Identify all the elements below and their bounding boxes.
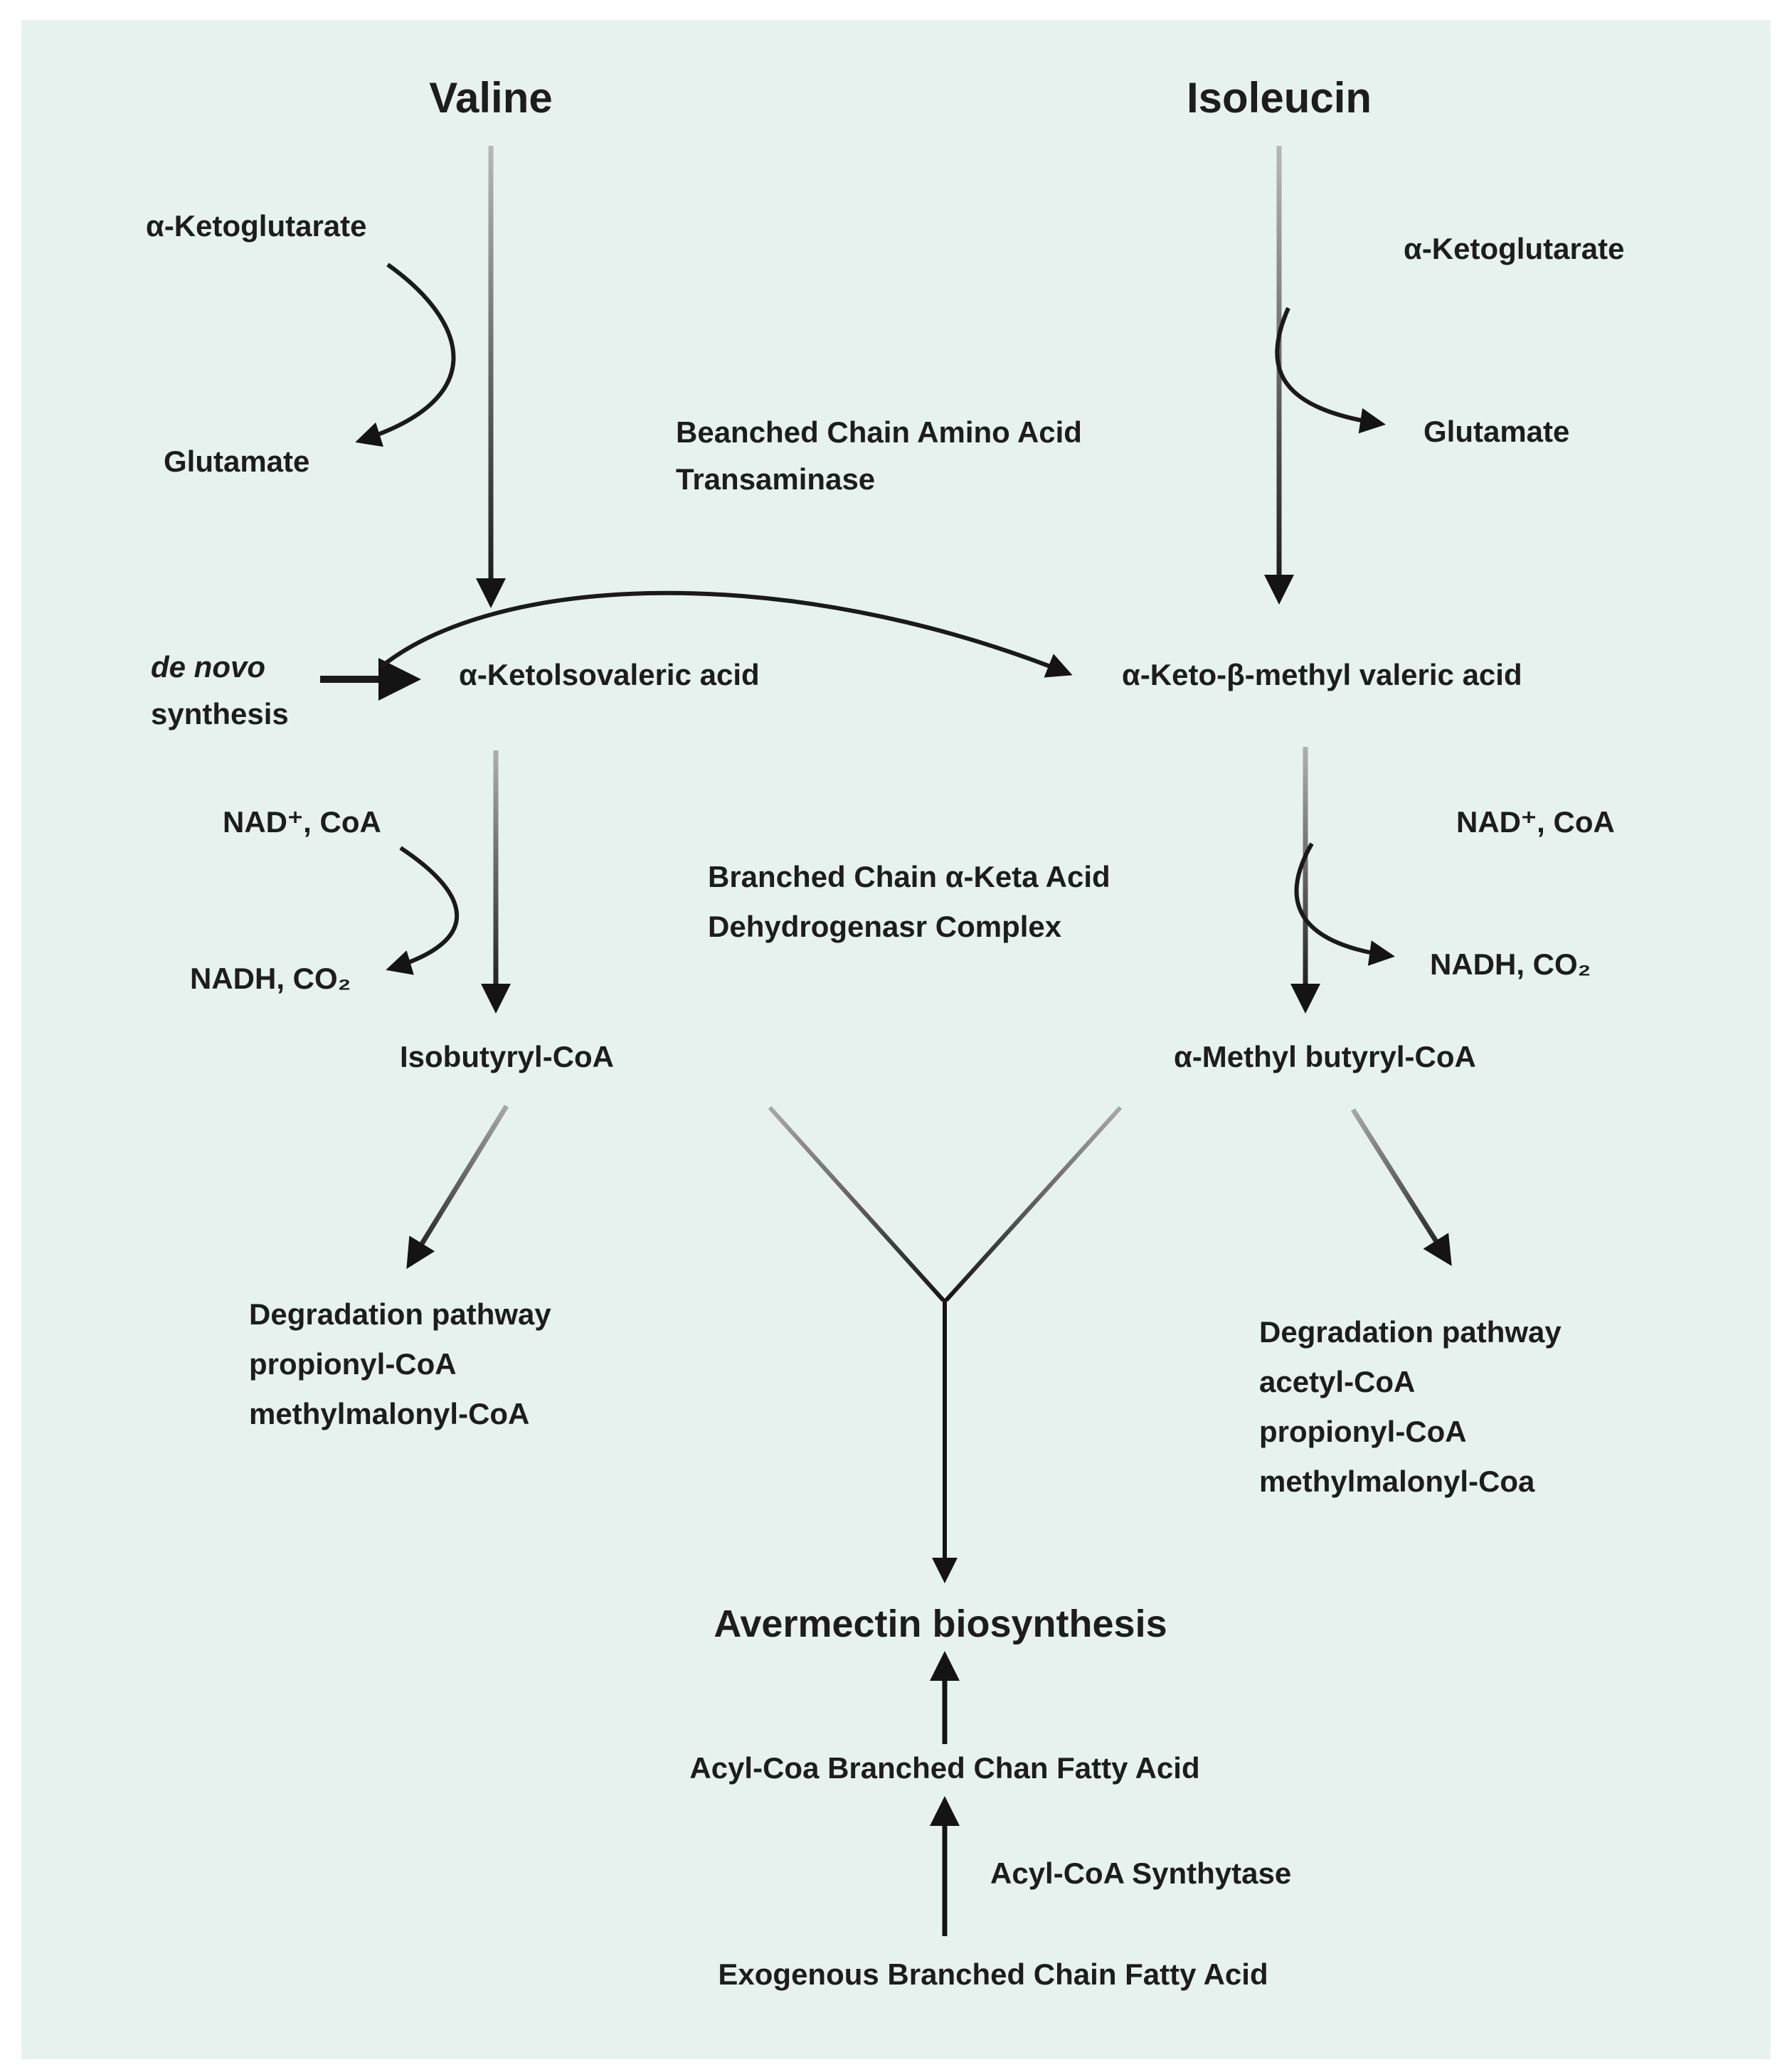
line-methylbutyryl-to-junction (946, 1107, 1120, 1300)
acyl-coa-synthetase-label: Acyl-CoA Synthytase (990, 1856, 1292, 1890)
arrow-right-ketoglutarate-to-glutamate (1277, 308, 1382, 424)
right-degradation-line1: Degradation pathway (1259, 1315, 1562, 1349)
right-keto-acid-label: α-Keto-β-methyl valeric acid (1122, 658, 1522, 691)
left-degradation-line1: Degradation pathway (249, 1297, 551, 1331)
left-nadh-co2-label: NADH, CO₂ (190, 962, 351, 995)
right-nadh-co2-label: NADH, CO₂ (1430, 947, 1591, 981)
dehydrogenase-line2: Dehydrogenasr Complex (708, 910, 1062, 943)
left-nad-coa-label: NAD⁺, CoA (223, 805, 381, 839)
transaminase-line2: Transaminase (676, 462, 876, 496)
transaminase-line1: Beanched Chain Amino Acid (676, 415, 1082, 449)
right-glutamate-label: Glutamate (1423, 415, 1570, 448)
left-degradation-label (249, 1290, 551, 1439)
exogenous-fatty-acid-label: Exogenous Branched Chain Fatty Acid (718, 1957, 1268, 1991)
avermectin-biosynthesis-label: Avermectin biosynthesis (714, 1603, 1167, 1645)
acyl-coa-branched-label: Acyl-Coa Branched Chan Fatty Acid (689, 1751, 1200, 1785)
left-ketoglutarate-label: α-Ketoglutarate (146, 209, 367, 243)
right-nad-coa-label: NAD⁺, CoA (1456, 805, 1615, 839)
right-degradation-line4: methylmalonyl-Coa (1259, 1465, 1535, 1498)
transaminase-label (676, 409, 1082, 503)
right-degradation-label (1259, 1307, 1562, 1507)
isoleucine-title: Isoleucin (1186, 74, 1372, 122)
valine-title: Valine (429, 74, 553, 122)
arrow-left-ketoglutarate-to-glutamate (359, 265, 454, 441)
line-isobutyryl-to-junction (770, 1107, 943, 1300)
right-ketoglutarate-label: α-Ketoglutarate (1404, 232, 1625, 265)
isobutyryl-coa-label: Isobutyryl-CoA (400, 1040, 615, 1073)
left-degradation-line3: methylmalonyl-CoA (249, 1397, 530, 1430)
arrow-methylbutyryl-to-degradation (1353, 1110, 1449, 1262)
arrow-isobutyryl-to-degradation (409, 1106, 507, 1265)
methyl-butyryl-coa-label: α-Methyl butyryl-CoA (1174, 1040, 1476, 1073)
dehydrogenase-label (708, 852, 1110, 952)
de-novo-line2: synthesis (151, 697, 289, 730)
de-novo-line1: de novo (151, 650, 266, 684)
dehydrogenase-line1: Branched Chain α-Keta Acid (708, 860, 1110, 893)
right-degradation-line3: propionyl-CoA (1259, 1415, 1467, 1448)
de-novo-label (151, 644, 289, 738)
right-degradation-line2: acetyl-CoA (1259, 1365, 1416, 1398)
arrow-right-nad-to-nadh (1297, 844, 1391, 956)
arrow-left-nad-to-nadh (390, 848, 457, 969)
pathway-panel (21, 20, 1771, 2059)
left-keto-acid-label: α-Ketolsovaleric acid (459, 658, 760, 691)
left-glutamate-label: Glutamate (164, 445, 310, 478)
left-degradation-line2: propionyl-CoA (249, 1347, 457, 1381)
